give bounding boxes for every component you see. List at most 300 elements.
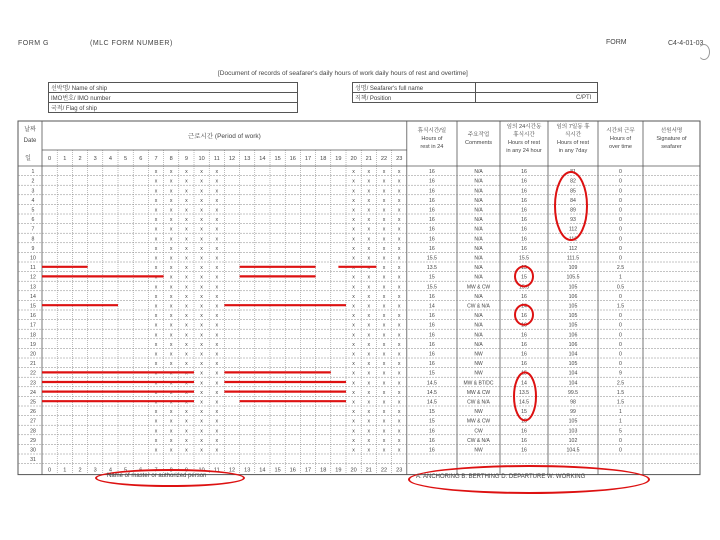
work-mark: x xyxy=(382,303,386,310)
work-mark: x xyxy=(200,322,203,329)
work-mark: x xyxy=(200,380,203,387)
work-mark: x xyxy=(215,226,219,233)
hour-label-top: 15 xyxy=(274,156,281,162)
work-mark: x xyxy=(215,217,219,224)
row-rest7: 105 xyxy=(568,418,578,425)
work-mark: x xyxy=(382,226,386,233)
work-mark: x xyxy=(352,341,355,348)
work-period-header: 근로시간 (Period of work) xyxy=(188,133,261,140)
work-mark: x xyxy=(397,437,401,444)
work-mark: x xyxy=(154,245,158,252)
row-overtime: 0.5 xyxy=(616,284,625,291)
row-rest: 15.5 xyxy=(426,255,437,262)
work-mark: x xyxy=(154,409,158,416)
row-rest: 16 xyxy=(429,226,435,233)
work-mark: x xyxy=(200,437,203,444)
row-overtime: 0 xyxy=(619,313,622,320)
work-mark: x xyxy=(200,428,203,435)
row-overtime: 0 xyxy=(619,437,622,444)
date-subheader: 일 xyxy=(25,156,31,162)
row-rest24: 16 xyxy=(521,313,527,320)
work-mark: x xyxy=(200,255,203,262)
row-overtime: 0 xyxy=(619,332,622,339)
work-mark: x xyxy=(367,236,371,243)
signature-header: seafarer xyxy=(661,144,682,150)
work-mark: x xyxy=(367,351,371,358)
work-mark: x xyxy=(215,370,219,377)
work-mark: x xyxy=(154,313,158,320)
row-rest24: 16 xyxy=(521,169,527,176)
work-mark: x xyxy=(215,178,219,185)
work-mark: x xyxy=(185,389,188,396)
work-mark: x xyxy=(367,188,371,195)
row-overtime: 1 xyxy=(619,418,622,425)
signature-header: 선원서명 xyxy=(660,128,683,134)
row-rest: 15 xyxy=(429,370,435,377)
work-mark: x xyxy=(352,169,355,176)
work-mark: x xyxy=(154,293,158,300)
hour-label-bottom: 3 xyxy=(93,467,97,474)
work-mark: x xyxy=(397,313,401,320)
work-mark: x xyxy=(367,293,371,300)
row-rest: 16 xyxy=(429,169,435,176)
row-comment: N/A xyxy=(474,236,483,243)
hour-label-top: 11 xyxy=(213,156,220,162)
row-day: 22 xyxy=(30,370,36,377)
work-mark: x xyxy=(382,399,386,406)
work-mark: x xyxy=(215,409,219,416)
row-comment: N/A xyxy=(474,265,483,272)
row-rest: 14.5 xyxy=(426,380,437,387)
work-mark: x xyxy=(215,303,219,310)
row-comment: N/A xyxy=(474,226,483,233)
row-overtime: 0 xyxy=(619,255,622,262)
work-mark: x xyxy=(367,284,371,291)
work-mark: x xyxy=(169,437,173,444)
hour-label-bottom: 23 xyxy=(396,467,403,474)
row-rest: 16 xyxy=(429,197,435,204)
row-rest7: 105 xyxy=(568,284,578,291)
overtime-header: Hours of xyxy=(609,136,632,142)
work-mark: x xyxy=(185,236,188,243)
row-rest7: 105 xyxy=(568,313,578,320)
row-day: 2 xyxy=(31,178,35,185)
row-rest7: 99.5 xyxy=(567,389,579,396)
work-mark: x xyxy=(397,370,401,377)
row-day: 26 xyxy=(30,409,36,416)
row-overtime: 2.5 xyxy=(616,265,625,272)
row-overtime: 1 xyxy=(619,409,622,416)
work-mark: x xyxy=(367,265,371,272)
work-mark: x xyxy=(352,303,355,310)
work-mark: x xyxy=(169,351,173,358)
work-mark: x xyxy=(200,418,203,425)
work-mark: x xyxy=(215,293,219,300)
row-comment: MW & CW xyxy=(466,418,491,425)
work-mark: x xyxy=(367,437,371,444)
hour-label-top: 13 xyxy=(244,156,251,162)
row-comment: MW & BT/DC xyxy=(463,380,494,387)
row-overtime: 0 xyxy=(619,217,622,224)
row-rest24: 16 xyxy=(521,178,527,185)
row-comment: N/A xyxy=(474,322,483,329)
row-rest: 15 xyxy=(429,418,435,425)
work-mark: x xyxy=(154,284,158,291)
row-comment: CW & N/A xyxy=(467,437,490,444)
row-overtime: 2.5 xyxy=(616,380,625,387)
hour-label-bottom: 0 xyxy=(48,467,52,474)
row-rest24: 14.5 xyxy=(518,399,530,406)
grid-text xyxy=(24,122,687,474)
position-label: 직책/ Position xyxy=(353,93,476,103)
work-mark: x xyxy=(169,447,173,454)
hour-label-top: 5 xyxy=(124,156,128,162)
row-day: 11 xyxy=(30,265,36,272)
work-mark: x xyxy=(382,437,386,444)
row-day: 6 xyxy=(31,217,35,224)
work-mark: x xyxy=(185,226,188,233)
row-day: 5 xyxy=(31,207,35,214)
row-overtime: 0 xyxy=(619,178,622,185)
hour-label-bottom: 9 xyxy=(184,467,188,474)
work-mark: x xyxy=(215,197,219,204)
imo-number-label: IMO번호/ IMO number xyxy=(49,93,298,103)
row-rest7: 104 xyxy=(568,370,578,377)
work-mark: x xyxy=(185,207,188,214)
row-comment: N/A xyxy=(474,313,483,320)
row-overtime: 0 xyxy=(619,169,622,176)
work-mark: x xyxy=(185,284,188,291)
work-mark: x xyxy=(397,265,401,272)
row-comment: NW xyxy=(474,361,483,368)
row-rest24: 15 xyxy=(521,370,527,377)
row-day: 29 xyxy=(30,437,36,444)
work-mark: x xyxy=(169,370,173,377)
work-mark: x xyxy=(154,226,158,233)
hour-label-bottom: 5 xyxy=(124,467,128,474)
hour-label-top: 23 xyxy=(396,156,403,162)
hour-label-top: 19 xyxy=(335,156,342,162)
work-mark: x xyxy=(200,236,203,243)
work-mark: x xyxy=(169,303,173,310)
work-mark: x xyxy=(397,178,401,185)
work-mark: x xyxy=(352,380,355,387)
work-mark: x xyxy=(382,169,386,176)
work-mark: x xyxy=(200,351,203,358)
work-mark: x xyxy=(352,409,355,416)
hour-label-top: 3 xyxy=(93,156,97,162)
work-mark: x xyxy=(397,303,401,310)
work-mark: x xyxy=(200,178,203,185)
hour-label-bottom: 14 xyxy=(259,467,266,474)
hour-label-top: 12 xyxy=(228,156,236,162)
row-day: 24 xyxy=(30,389,36,396)
rest-any7-header: 임의 7일동 휴 xyxy=(556,124,590,130)
row-comment: N/A xyxy=(474,178,483,185)
signature-header: Signature of xyxy=(656,136,687,142)
row-rest: 16 xyxy=(429,217,435,224)
row-rest24: 15 xyxy=(521,409,527,416)
work-mark: x xyxy=(169,389,173,396)
hour-label-bottom: 10 xyxy=(198,467,205,474)
hour-label-bottom: 15 xyxy=(274,467,281,474)
work-mark: x xyxy=(397,447,401,454)
hour-label-bottom: 13 xyxy=(244,467,251,474)
work-mark: x xyxy=(352,217,355,224)
row-comment: N/A xyxy=(474,217,483,224)
ship-name-label: 선박명/ Name of ship xyxy=(49,83,298,93)
work-mark: x xyxy=(367,447,371,454)
row-day: 12 xyxy=(30,274,36,281)
work-mark: x xyxy=(382,197,386,204)
work-mark: x xyxy=(154,418,158,425)
work-mark: x xyxy=(169,178,173,185)
row-rest24: 16 xyxy=(521,226,527,233)
row-rest: 14.5 xyxy=(426,399,437,406)
work-mark: x xyxy=(382,361,386,368)
work-mark: x xyxy=(185,245,188,252)
row-rest24: 13.5 xyxy=(518,389,530,396)
hour-label-top: 20 xyxy=(350,156,357,162)
row-overtime: 1 xyxy=(619,274,622,281)
rest-any24-header: 휴식시간 xyxy=(513,132,535,138)
work-mark: x xyxy=(185,341,188,348)
row-rest7: 98 xyxy=(570,399,576,406)
work-mark: x xyxy=(397,197,401,204)
work-mark: x xyxy=(200,265,203,272)
work-mark: x xyxy=(397,341,401,348)
row-overtime: 0 xyxy=(619,197,622,204)
work-mark: x xyxy=(154,207,158,214)
work-mark: x xyxy=(382,255,386,262)
work-mark: x xyxy=(397,351,401,358)
work-mark: x xyxy=(397,428,401,435)
hour-label-top: 4 xyxy=(108,156,112,162)
row-rest24: 16 xyxy=(521,341,527,348)
work-mark: x xyxy=(367,226,371,233)
work-mark: x xyxy=(367,178,371,185)
overtime-header: 시간외 근무 xyxy=(606,128,635,134)
hour-label-bottom: 2 xyxy=(78,467,82,474)
work-mark: x xyxy=(382,447,386,454)
work-mark: x xyxy=(397,245,401,252)
work-mark: x xyxy=(397,361,401,368)
work-mark: x xyxy=(352,361,355,368)
work-mark: x xyxy=(352,255,355,262)
work-mark: x xyxy=(397,255,401,262)
work-mark: x xyxy=(382,274,386,281)
work-mark: x xyxy=(397,380,401,387)
row-day: 15 xyxy=(30,303,36,310)
row-overtime: 0 xyxy=(619,293,622,300)
work-mark: x xyxy=(169,332,173,339)
work-mark: x xyxy=(397,226,401,233)
row-overtime: 0 xyxy=(619,447,622,454)
rest-any7-header: Hours of rest xyxy=(556,140,590,146)
row-day: 7 xyxy=(31,226,35,233)
work-mark: x xyxy=(215,236,219,243)
work-mark: x xyxy=(169,255,173,262)
row-rest24: 15 xyxy=(521,418,527,425)
row-day: 16 xyxy=(30,313,36,320)
hour-label-top: 10 xyxy=(198,156,205,162)
row-rest: 15 xyxy=(429,274,435,281)
row-overtime: 0 xyxy=(619,245,622,252)
hour-label-bottom: 19 xyxy=(335,467,342,474)
row-rest7: 81 xyxy=(570,169,576,176)
row-rest7: 85 xyxy=(570,188,576,195)
work-mark: x xyxy=(397,418,401,425)
row-rest7: 105 xyxy=(568,322,578,329)
row-rest7: 109 xyxy=(568,265,578,272)
rest-hours-header: Hours of xyxy=(421,136,443,142)
work-mark: x xyxy=(200,284,203,291)
hour-label-top: 6 xyxy=(139,156,143,162)
work-mark: x xyxy=(185,418,188,425)
hour-label-top: 2 xyxy=(78,156,82,162)
row-rest24: 16 xyxy=(521,361,527,368)
work-mark: x xyxy=(169,322,173,329)
work-mark: x xyxy=(185,380,188,387)
form-code: C4-4-01-03 xyxy=(668,40,704,47)
row-comment: MW & CW xyxy=(466,284,491,291)
work-mark: x xyxy=(215,255,219,262)
work-mark: x xyxy=(200,332,203,339)
row-rest7: 106 xyxy=(568,293,578,300)
work-mark: x xyxy=(397,169,401,176)
master-name-label: Name of master or authorized person xyxy=(107,473,207,479)
work-mark: x xyxy=(200,341,203,348)
work-mark: x xyxy=(397,293,401,300)
work-mark: x xyxy=(352,226,355,233)
row-rest24: 16 xyxy=(521,245,527,252)
row-rest24: 16 xyxy=(521,188,527,195)
work-mark: x xyxy=(169,226,173,233)
work-mark: x xyxy=(367,399,371,406)
work-mark: x xyxy=(200,274,203,281)
work-mark: x xyxy=(215,389,219,396)
row-rest7: 112 xyxy=(568,226,578,233)
row-rest: 14 xyxy=(429,303,435,310)
work-period-marks xyxy=(155,169,401,453)
row-rest7: 103 xyxy=(568,428,578,435)
row-overtime: 1.5 xyxy=(616,389,625,396)
work-mark: x xyxy=(397,274,401,281)
work-mark: x xyxy=(382,217,386,224)
work-mark: x xyxy=(215,188,219,195)
row-rest24: 14 xyxy=(521,303,527,310)
row-overtime: 1.5 xyxy=(616,399,625,406)
work-mark: x xyxy=(169,197,173,204)
work-mark: x xyxy=(185,351,188,358)
work-mark: x xyxy=(367,332,371,339)
work-mark: x xyxy=(169,313,173,320)
work-mark: x xyxy=(215,322,219,329)
row-rest24: 16 xyxy=(521,351,527,358)
hour-label-bottom: 21 xyxy=(365,467,372,474)
row-overtime: 0 xyxy=(619,226,622,233)
work-mark: x xyxy=(215,437,219,444)
comments-header: Comments xyxy=(464,140,493,146)
work-mark: x xyxy=(154,389,158,396)
row-rest24: 16 xyxy=(521,293,527,300)
work-mark: x xyxy=(154,274,158,281)
row-day: 31 xyxy=(30,457,36,464)
work-mark: x xyxy=(169,428,173,435)
work-mark: x xyxy=(185,303,188,310)
row-rest7: 105.5 xyxy=(566,274,580,281)
work-mark: x xyxy=(397,322,401,329)
work-mark: x xyxy=(169,245,173,252)
work-mark: x xyxy=(169,274,173,281)
work-mark: x xyxy=(185,361,188,368)
work-mark: x xyxy=(382,178,386,185)
row-rest: 16 xyxy=(429,178,435,185)
row-rest7: 105 xyxy=(568,361,578,368)
work-mark: x xyxy=(154,188,158,195)
form-number-label: (MLC FORM NUMBER) xyxy=(90,40,173,47)
work-mark: x xyxy=(367,274,371,281)
rest-any7-header: 식시간 xyxy=(564,132,582,138)
row-rest: 15 xyxy=(429,409,435,416)
row-comment: N/A xyxy=(474,245,483,252)
row-rest: 16 xyxy=(429,351,435,358)
work-mark: x xyxy=(200,361,203,368)
hour-label-bottom: 8 xyxy=(169,467,173,474)
row-rest24: 16 xyxy=(521,428,527,435)
row-rest: 16 xyxy=(429,313,435,320)
hour-label-top: 18 xyxy=(320,156,327,162)
row-rest7: 112 xyxy=(568,245,578,252)
row-comment: CW xyxy=(474,428,483,435)
work-mark: x xyxy=(215,447,219,454)
work-mark: x xyxy=(382,409,386,416)
row-comment: NW xyxy=(474,447,483,454)
rest-any24-header: 임의 24시간동 xyxy=(506,124,542,130)
work-mark: x xyxy=(352,447,355,454)
work-mark: x xyxy=(200,217,203,224)
work-mark: x xyxy=(200,303,203,310)
work-mark: x xyxy=(215,245,219,252)
work-mark: x xyxy=(154,255,158,262)
work-mark: x xyxy=(215,332,219,339)
hour-label-top: 7 xyxy=(154,156,158,162)
work-mark: x xyxy=(382,207,386,214)
work-mark: x xyxy=(215,284,219,291)
date-header-en: Date xyxy=(23,138,37,144)
work-mark: x xyxy=(169,265,173,272)
row-rest7: 106 xyxy=(568,332,578,339)
row-rest: 16 xyxy=(429,236,435,243)
legend-text: A: ANCHORING B: BERTHING D: DEPARTURE W: WORKING xyxy=(416,474,586,480)
work-mark: x xyxy=(367,341,371,348)
work-mark: x xyxy=(367,217,371,224)
work-mark: x xyxy=(352,197,355,204)
row-rest7: 111.5 xyxy=(566,255,580,262)
work-mark: x xyxy=(154,351,158,358)
work-mark: x xyxy=(154,428,158,435)
work-mark: x xyxy=(154,370,158,377)
work-mark: x xyxy=(382,293,386,300)
row-rest24: 15.5 xyxy=(518,255,530,262)
date-header-ko: 날짜 xyxy=(24,127,36,133)
row-comment: MW & CW xyxy=(466,389,491,396)
work-mark: x xyxy=(200,245,203,252)
work-mark: x xyxy=(367,409,371,416)
work-mark: x xyxy=(215,274,219,281)
work-mark: x xyxy=(200,293,203,300)
row-rest: 16 xyxy=(429,293,435,300)
